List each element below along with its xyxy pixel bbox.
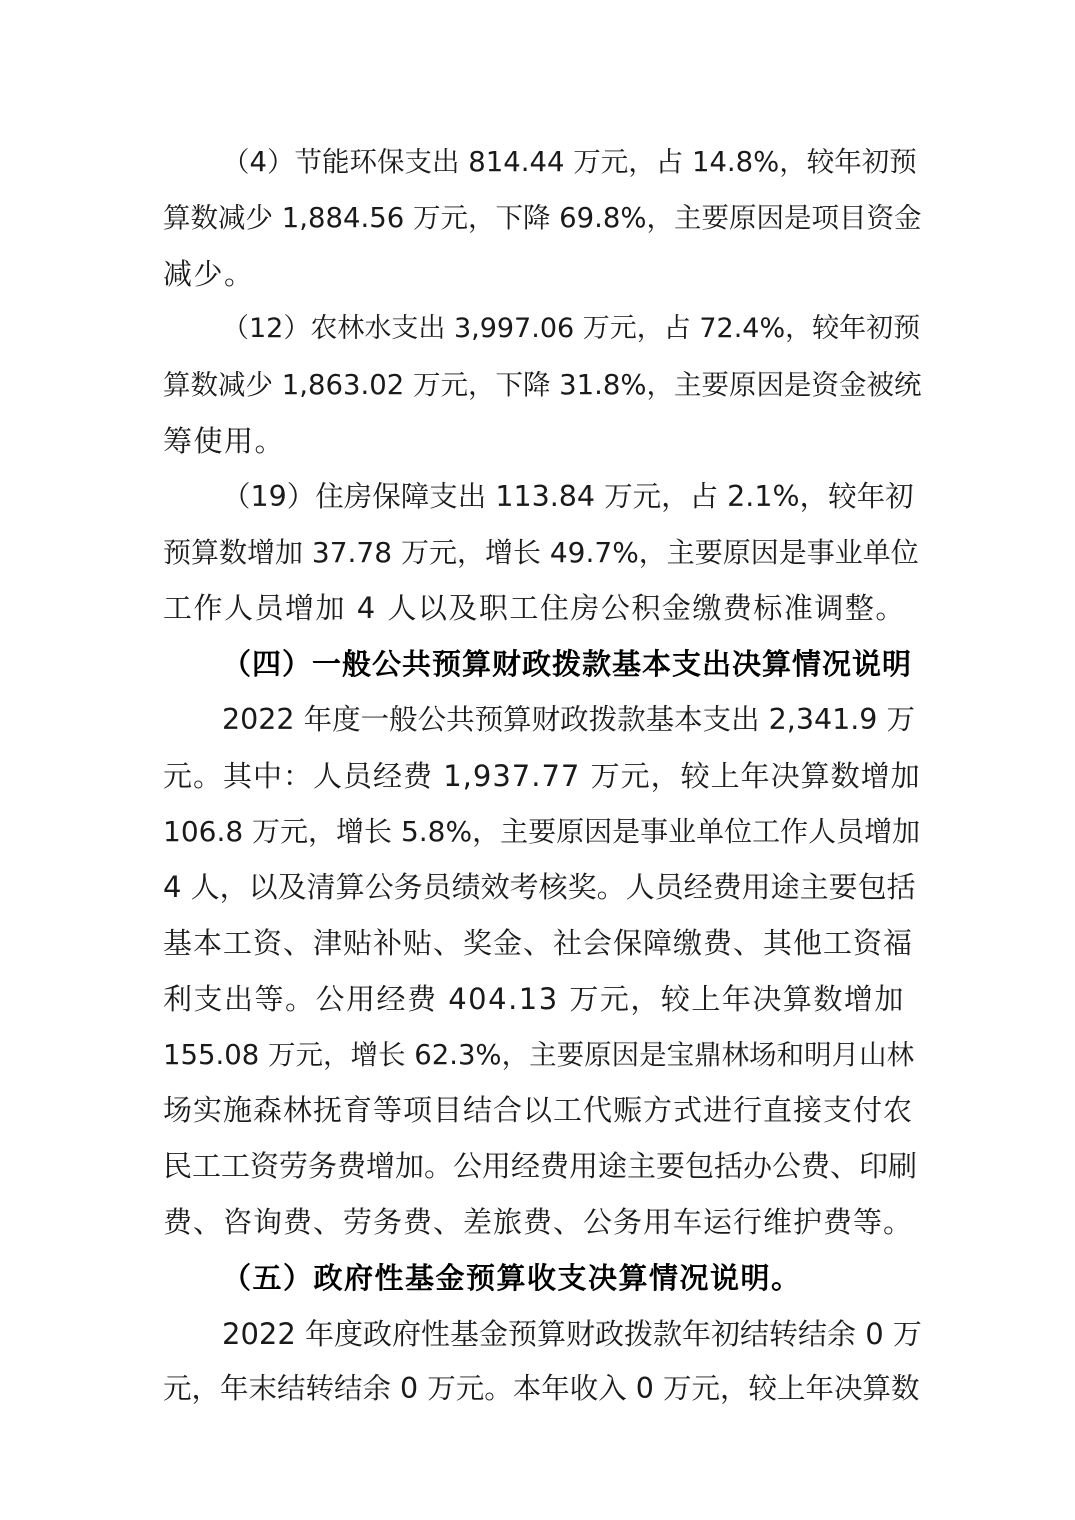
paragraph-basic-expense-line-5: 基本工资、津贴补贴、奖金、社会保障缴费、其他工资福 xyxy=(163,926,914,960)
paragraph-basic-expense-line-8: 场实施森林抚育等项目结合以工代赈方式进行直接支付农 xyxy=(163,1093,914,1127)
paragraph-basic-expense-line-1: 2022 年度一般公共预算财政拨款基本支出 2,341.9 万 xyxy=(222,703,915,736)
paragraph-energy-line-2: 算数减少 1,884.56 万元，下降 69.8%，主要原因是项目资金 xyxy=(163,202,922,234)
paragraph-fund-budget-line-2: 元，年末结转结余 0 万元。本年收入 0 万元，较上年决算数 xyxy=(163,1372,920,1405)
paragraph-basic-expense-line-4: 4 人，以及清算公务员绩效考核奖。人员经费用途主要包括 xyxy=(163,870,916,904)
paragraph-housing-line-2: 预算数增加 37.78 万元，增长 49.7%，主要原因是事业单位 xyxy=(163,536,919,569)
paragraph-energy-line-3: 减少。 xyxy=(163,257,255,291)
paragraph-agriculture-line-3: 筹使用。 xyxy=(163,424,286,458)
paragraph-housing-line-3: 工作人员增加 4 人以及职工住房公积金缴费标准调整。 xyxy=(163,591,906,625)
section-heading-4: （四）一般公共预算财政拨款基本支出决算情况说明 xyxy=(222,647,913,681)
paragraph-basic-expense-line-3: 106.8 万元，增长 5.8%，主要原因是事业单位工作人员增加 xyxy=(163,815,921,848)
section-heading-5: （五）政府性基金预算收支决算情况说明。 xyxy=(222,1261,802,1295)
paragraph-basic-expense-line-7: 155.08 万元，增长 62.3%，主要原因是宝鼎林场和明月山林 xyxy=(163,1039,915,1071)
paragraph-agriculture-line-2: 算数减少 1,863.02 万元，下降 31.8%，主要原因是资金被统 xyxy=(163,369,922,401)
paragraph-energy-line-1: （4）节能环保支出 814.44 万元，占 14.8%，较年初预 xyxy=(222,146,917,178)
paragraph-housing-line-1: （19）住房保障支出 113.84 万元，占 2.1%，较年初 xyxy=(222,480,914,513)
paragraph-basic-expense-line-6: 利支出等。公用经费 404.13 万元，较上年决算数增加 xyxy=(163,982,905,1016)
paragraph-basic-expense-line-9: 民工工资劳务费增加。公用经费用途主要包括办公费、印刷 xyxy=(163,1149,918,1183)
paragraph-fund-budget-line-1: 2022 年度政府性基金预算财政拨款年初结转结余 0 万 xyxy=(222,1317,922,1351)
paragraph-basic-expense-line-2: 元。其中：人员经费 1,937.77 万元，较上年决算数增加 xyxy=(163,759,921,793)
paragraph-basic-expense-line-10: 费、咨询费、劳务费、差旅费、公务用车运行维护费等。 xyxy=(163,1205,914,1239)
paragraph-agriculture-line-1: （12）农林水支出 3,997.06 万元，占 72.4%，较年初预 xyxy=(222,313,921,344)
